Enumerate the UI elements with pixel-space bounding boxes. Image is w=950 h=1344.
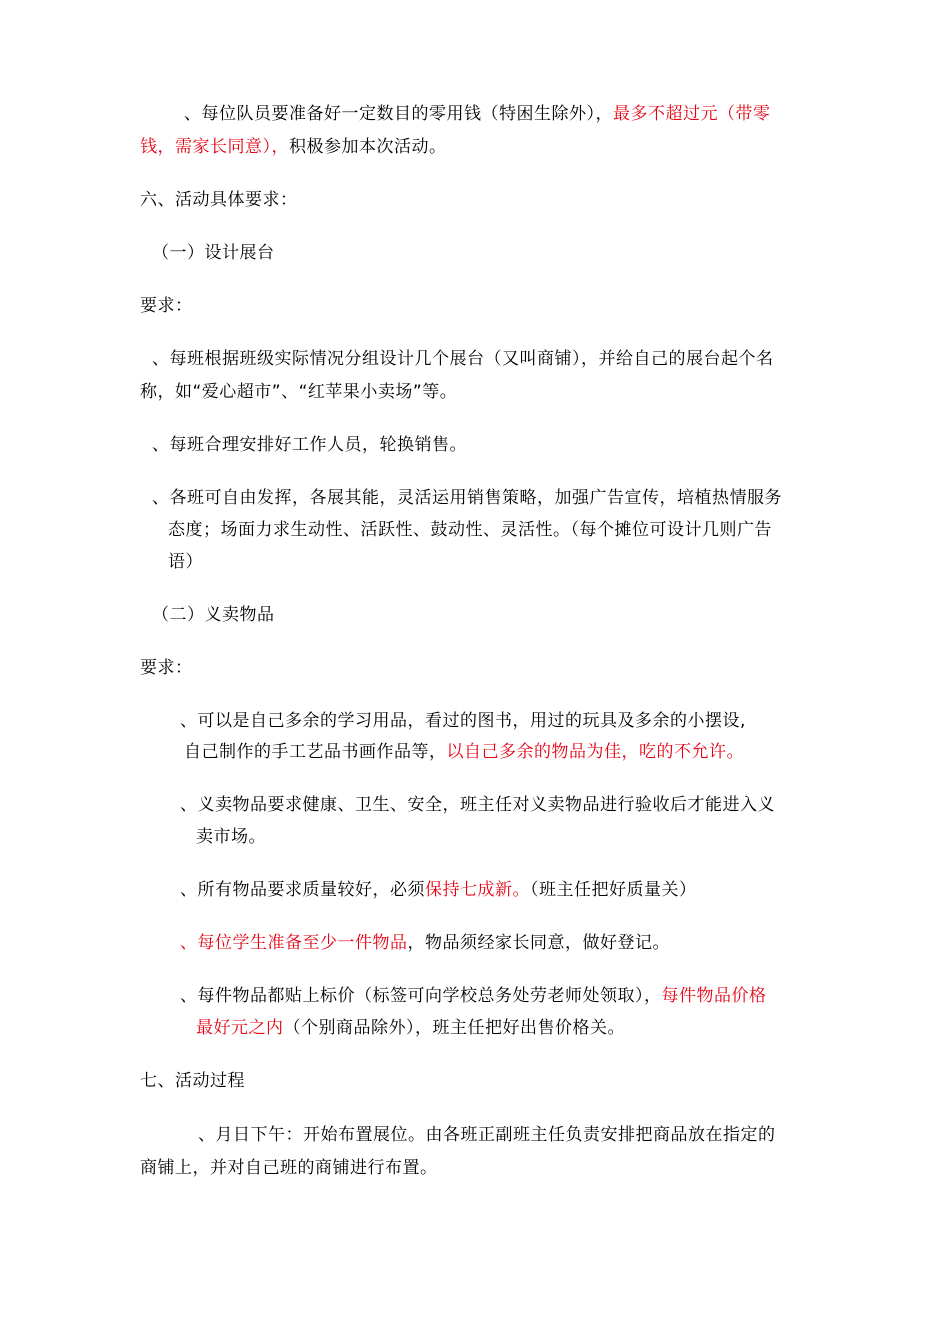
process-paragraph-line1: 、月日下午：开始布置展位。由各班正副班主任负责安排把商品放在指定的 — [198, 1125, 776, 1145]
highlight-text: 最多不超过元（带零 — [613, 104, 771, 124]
list-item-staff: 、每班合理安排好工作人员，轮换销售。 — [152, 435, 467, 455]
list-item-goods-line2 — [184, 741, 744, 763]
text: 、每位队员要准备好一定数目的零用钱（特困生除外）， — [184, 104, 613, 124]
highlight-text: 保持七成新。 — [425, 880, 530, 900]
text: 积极参加本次活动。 — [289, 137, 447, 157]
list-item-strategy-line2: 态度；场面力求生动性、活跃性、鼓动性、灵活性。（每个摊位可设计几则广告 — [168, 520, 772, 540]
paragraph-pocket-money-line1 — [184, 103, 771, 125]
process-paragraph-line2: 商铺上，并对自己班的商铺进行布置。 — [140, 1158, 438, 1178]
highlight-text: 、每位学生准备至少一件物品 — [180, 933, 408, 953]
highlight-text: 每件物品价格 — [661, 986, 767, 1006]
section-6-heading: 六、活动具体要求： — [140, 190, 298, 210]
highlight-text: 最好元之内 — [196, 1018, 284, 1038]
list-item-strategy-line1: 、各班可自由发挥，各展其能，灵活运用销售策略，加强广告宣传，培植热情服务 — [152, 488, 782, 508]
list-item-price-line1 — [180, 985, 767, 1007]
list-item-each-student — [180, 932, 670, 954]
subsection-2-heading: （二）义卖物品 — [152, 605, 275, 625]
requirements-label: 要求： — [140, 296, 193, 316]
text: （个别商品除外），班主任把好出售价格关。 — [283, 1018, 625, 1038]
section-7-heading: 七、活动过程 — [140, 1071, 245, 1091]
text: 、每件物品都贴上标价（标签可向学校总务处劳老师处领取）， — [180, 986, 662, 1006]
list-item-price-line2 — [196, 1017, 625, 1039]
list-item-strategy-line3: 语） — [168, 552, 203, 572]
paragraph-pocket-money-line2 — [140, 136, 447, 158]
text: 自己制作的手工艺品书画作品等， — [184, 742, 447, 762]
list-item-goods-line1: 、可以是自己多余的学习用品，看过的图书，用过的玩具及多余的小摆设, — [180, 711, 746, 731]
highlight-text: 钱，需家长同意）， — [140, 137, 289, 157]
text: （班主任把好质量关） — [530, 880, 697, 900]
text: 、所有物品要求质量较好，必须 — [180, 880, 425, 900]
list-item-safety-line1: 、义卖物品要求健康、卫生、安全，班主任对义卖物品进行验收后才能进入义 — [180, 795, 775, 815]
list-item-booth-design-line1: 、每班根据班级实际情况分组设计几个展台（又叫商铺），并给自己的展台起个名 — [152, 349, 774, 369]
requirements-label: 要求： — [140, 658, 193, 678]
list-item-quality — [180, 879, 697, 901]
list-item-booth-design-line2: 称，如“爱心超市”、“红苹果小卖场”等。 — [140, 382, 458, 402]
list-item-safety-line2: 卖市场。 — [196, 827, 266, 847]
subsection-1-heading: （一）设计展台 — [152, 243, 275, 263]
text: ，物品须经家长同意，做好登记。 — [407, 933, 670, 953]
highlight-text: 以自己多余的物品为佳，吃的不允许。 — [446, 742, 744, 762]
